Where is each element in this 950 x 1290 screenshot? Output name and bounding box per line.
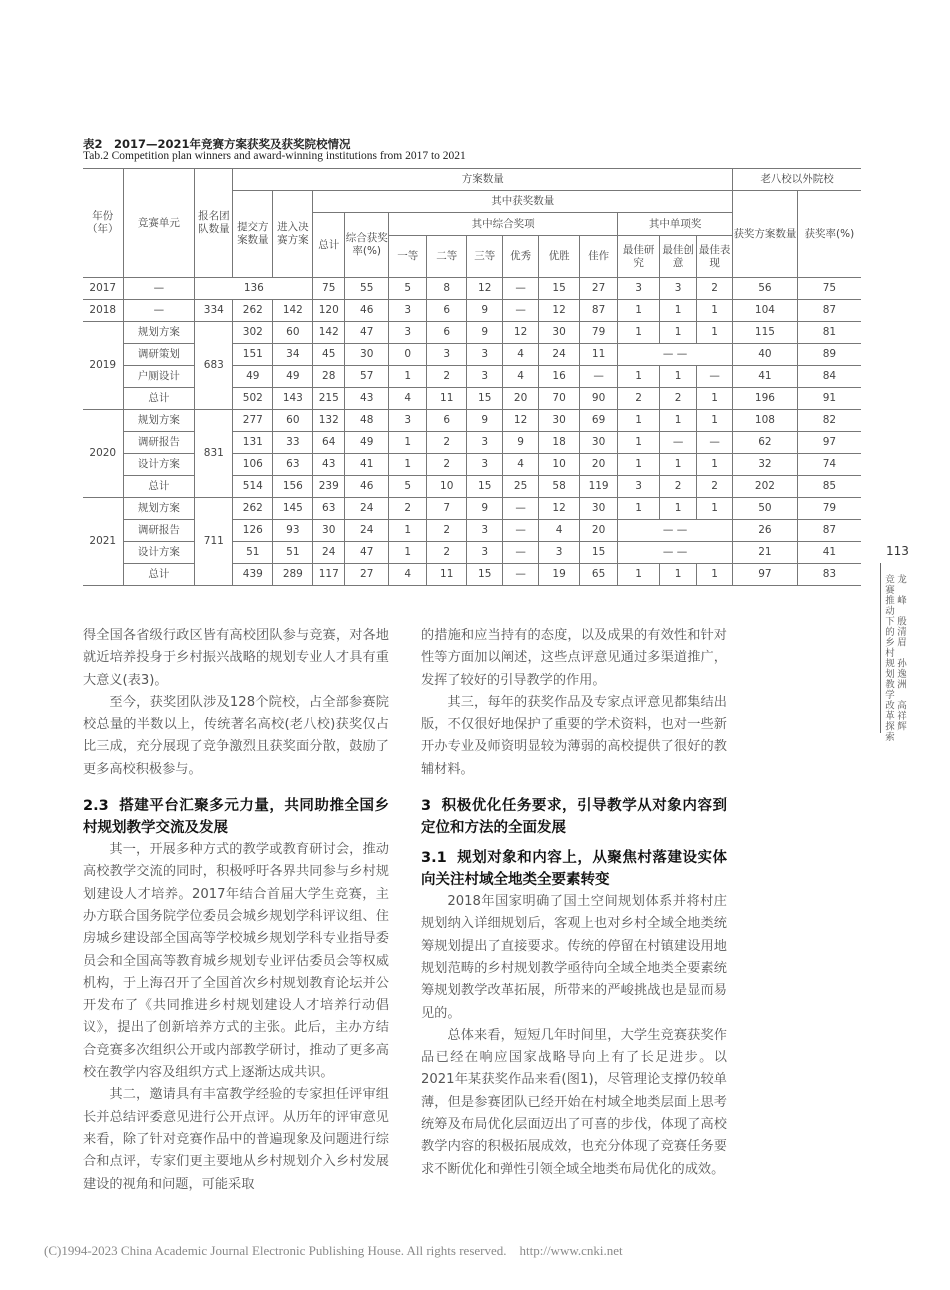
table-row: 设计方案 51 51 24 47 1 2 3 — 3 15 — — 21 41 (83, 542, 861, 564)
th-second: 二等 (427, 236, 467, 278)
paragraph: 2018年国家明确了国土空间规划体系并将村庄规划纳入详细规划后，客观上也对乡村全域全地类统筹规划提出了直接要求。传统的停留在村镇建设用地规划范畴的乡村规划教学亟待向全域全地类全要素统筹规划教学改革拓展，所带来的严峻挑战也是显而易见的。 (421, 894, 727, 1021)
table-row: 调研报告 131 33 64 49 1 2 3 9 18 30 1 — — 62 97 (83, 432, 861, 454)
th-excellent: 优秀 (503, 236, 539, 278)
th-best-presentation: 最佳表现 (697, 236, 733, 278)
th-good: 佳作 (580, 236, 618, 278)
th-award-rate: 获奖率(%) (797, 191, 861, 278)
th-finalist: 进入决赛方案 (273, 191, 313, 278)
table-row: 户厕设计 49 49 28 57 1 2 3 4 16 — 1 1 — 41 84 (83, 366, 861, 388)
paragraph: 其一，开展多种方式的教学或教育研讨会，推动高校教学交流的同时，积极呼吁各界共同参与乡村规划建设人才培养。2017年结合首届大学生竞赛，主办方联合国务院学位委员会城乡规划学科评议组、住房城乡建设部全国高等学校城乡规划学科专业指导委员会和全国高等教育城乡规划专业评估委员会等权威机构，于上海召开了全国首次乡村规划教育论坛并公开发布了《共同推进乡村规划建设人才培养行动倡议》，提出了创新培养方式的主张。此后，主办方结合竞赛多次组织公开或内部教学研讨，推动了更多高校在教学内容及组织方式上逐渐达成共识。 (83, 842, 389, 1081)
copyright-footer: (C)1994-2023 China Academic Journal Electronic Publishing House. All rights reserved. http://www.cnki.net (44, 1243, 623, 1258)
th-overall-rate: 综合获奖率(%) (345, 213, 389, 278)
running-head: 龙 峰 殷清眉 孙逸洲 高祥辉 竞赛推动下的乡村规划教学改革探索 (883, 574, 906, 742)
section-heading-3: 3 积极优化任务要求，引导教学从对象内容到定位和方法的全面发展 (421, 798, 727, 837)
paragraph: 至今，获奖团队涉及128个院校，占全部参赛院校总量的半数以上，传统著名高校(老八校)获奖仅占比三成，充分展现了竞争激烈且获奖面分散，鼓励了更多高校积极参与。 (83, 694, 389, 777)
section-heading-2-3: 2.3 搭建平台汇聚多元力量，共同助推全国乡村规划教学交流及发展 (83, 798, 389, 837)
th-unit: 竞赛单元 (123, 169, 195, 278)
table-row: 设计方案 106 63 43 41 1 2 3 4 10 20 1 1 1 32 74 (83, 454, 861, 476)
th-first: 一等 (389, 236, 427, 278)
table-row: 2017 — 136 75 55 5 8 12 — 15 27 3 3 2 56 75 (83, 278, 861, 300)
table-row: 总计 514 156 239 46 5 10 15 25 58 119 3 2 2 202 85 (83, 476, 861, 498)
th-plan-count: 方案数量 (233, 169, 733, 191)
paragraph: 得全国各省级行政区皆有高校团队参与竞赛，对各地就近培养投身于乡村振兴战略的规划专业人才具有重大意义(表3)。 (83, 628, 389, 688)
table-row: 调研报告 126 93 30 24 1 2 3 — 4 20 — — 26 87 (83, 520, 861, 542)
th-best-research: 最佳研究 (618, 236, 660, 278)
paragraph: 其三，每年的获奖作品及专家点评意见都集结出版，不仅很好地保护了重要的学术资料，也对一些新开办专业及师资明显较为薄弱的高校提供了很好的教辅材料。 (421, 694, 727, 777)
th-third: 三等 (467, 236, 503, 278)
th-outside-schools: 老八校以外院校 (733, 169, 861, 191)
th-best-creative: 最佳创意 (660, 236, 697, 278)
award-table (83, 168, 861, 586)
paragraph: 的措施和应当持有的态度，以及成果的有效性和针对性等方面加以阐述，这些点评意见通过多渠道推广，发挥了较好的引导教学的作用。 (421, 628, 727, 688)
running-head-divider (880, 563, 881, 733)
th-total: 总计 (313, 213, 345, 278)
paragraph: 总体来看，短短几年时间里，大学生竞赛获奖作品已经在响应国家战略导向上有了长足进步。以2021年某获奖作品来看(图1)，尽管理论支撑仍较单薄，但是参赛团队已经开始在村域全地类层面上思考统筹及布局优化层面迈出了可喜的步伐，体现了高校教学内容的积极拓展成效，也充分体现了竞赛任务要求不断优化和弹性引领全域全地类布局优化的成效。 (421, 1027, 727, 1177)
table-caption-cn: 表2 2017—2021年竞赛方案获奖及获奖院校情况 (83, 137, 351, 151)
th-overall-awards: 其中综合奖项 (389, 213, 618, 236)
paragraph: 其二，邀请具有丰富教学经验的专家担任评审组长并总结评委意见进行公开点评。从历年的评审意见来看，除了针对竞赛作品中的普遍现象及问题进行综合和点评，专家们更主要地从乡村规划介入乡村发展建设的视角和问题，可能采取 (83, 1087, 389, 1192)
table-row: 总计 439 289 117 27 4 11 15 — 19 65 1 1 1 97 83 (83, 564, 861, 586)
table-row: 2020 规划方案 831 277 60 132 48 3 6 9 12 30 69 1 1 1 108 82 (83, 410, 861, 432)
th-submitted: 提交方案数量 (233, 191, 273, 278)
table-row: 2018 — 334 262 142 120 46 3 6 9 — 12 87 1 1 1 104 87 (83, 300, 861, 322)
table-row: 总计 502 143 215 43 4 11 15 20 70 90 2 2 1 196 91 (83, 388, 861, 410)
table-row: 2019 规划方案 683 302 60 142 47 3 6 9 12 30 79 1 1 1 115 81 (83, 322, 861, 344)
th-teams: 报名团队数量 (195, 169, 233, 278)
right-column (421, 625, 727, 1181)
table-row: 调研策划 151 34 45 30 0 3 3 4 24 11 — — 40 89 (83, 344, 861, 366)
th-single-awards: 其中单项奖 (618, 213, 733, 236)
page-number: 113 (886, 544, 909, 558)
th-winning: 优胜 (539, 236, 580, 278)
left-column (83, 625, 389, 1196)
th-award-plans: 获奖方案数量 (733, 191, 798, 278)
table-caption-en: Tab.2 Competition plan winners and award-winning institutions from 2017 to 2021 (83, 150, 466, 162)
section-heading-3-1: 3.1 规划对象和内容上，从聚焦村落建设实体向关注村域全地类全要素转变 (421, 850, 727, 889)
th-awards-count: 其中获奖数量 (313, 191, 733, 213)
table-row: 2021 规划方案 711 262 145 63 24 2 7 9 — 12 30 1 1 1 50 79 (83, 498, 861, 520)
th-year: 年份（年） (83, 169, 123, 278)
